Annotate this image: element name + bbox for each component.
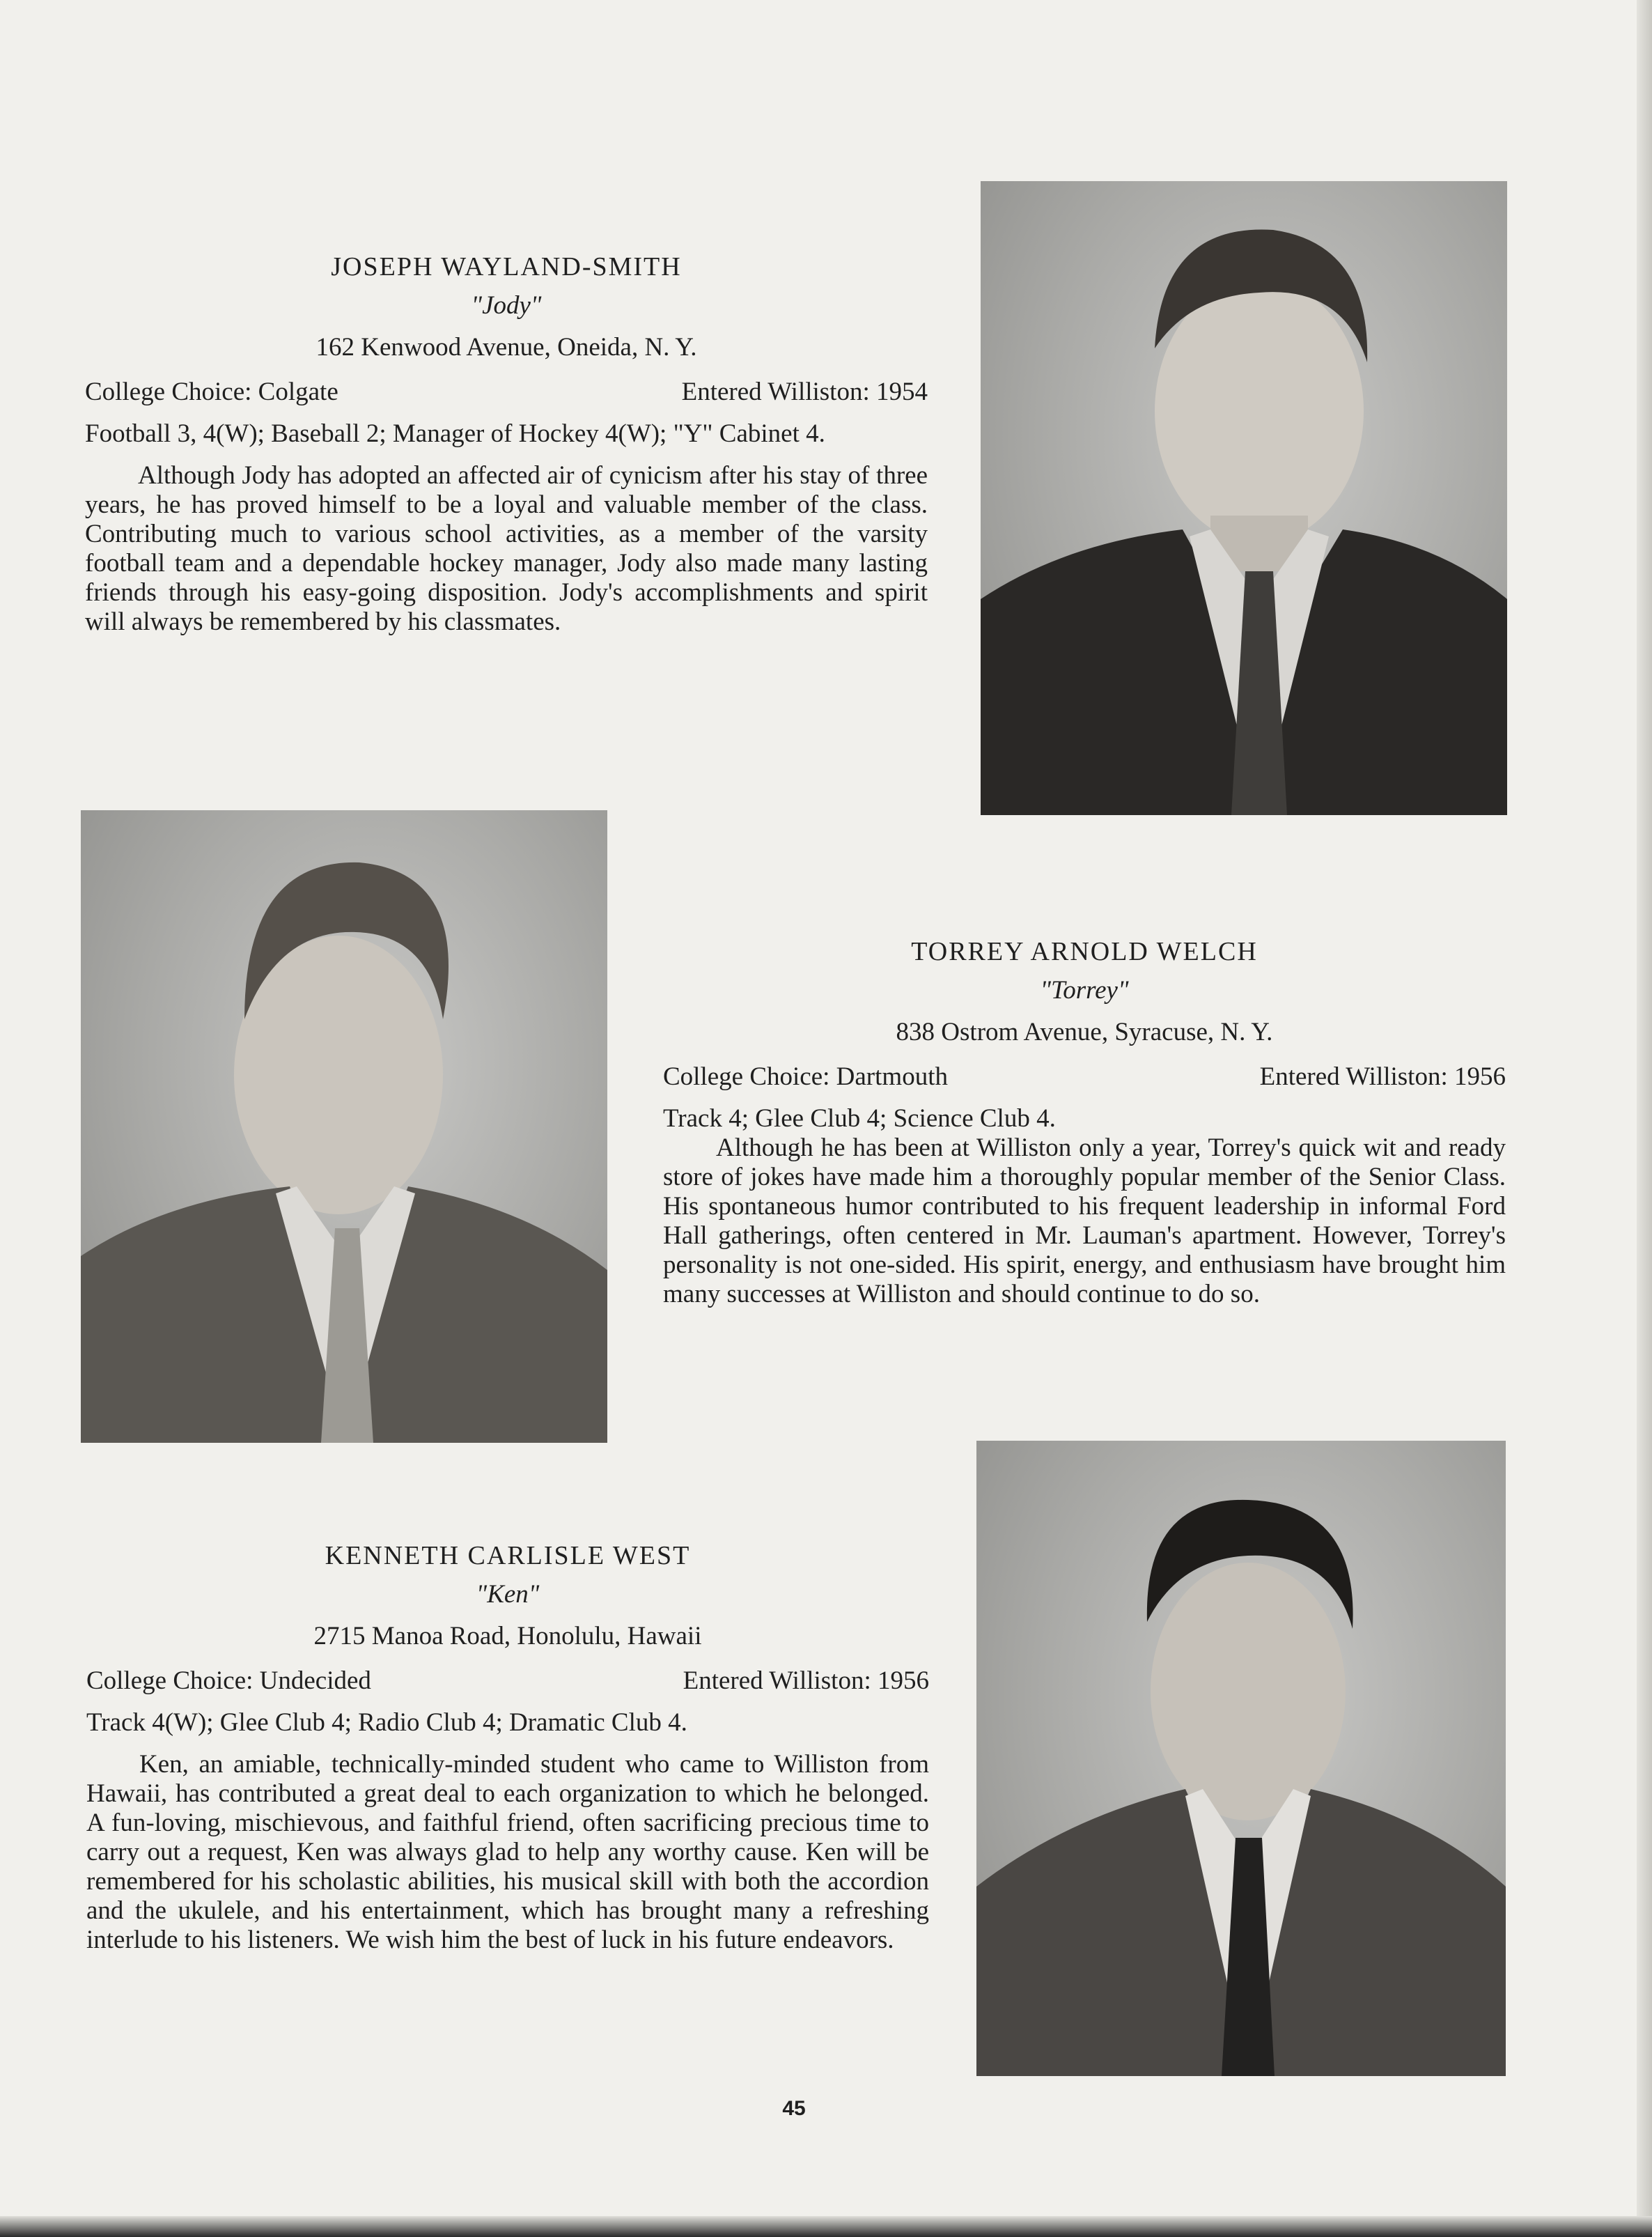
entry-west — [86, 1541, 929, 1955]
student-activities: Football 3, 4(W); Baseball 2; Manager of Hockey 4(W); "Y" Cabinet 4. — [85, 419, 825, 448]
student-address: 162 Kenwood Avenue, Oneida, N. Y. — [315, 333, 697, 362]
college-choice: College Choice: Undecided — [86, 1666, 371, 1695]
student-name: KENNETH CARLISLE WEST — [325, 1541, 691, 1570]
college-choice: College Choice: Dartmouth — [663, 1062, 948, 1091]
portrait-photo-west — [976, 1441, 1506, 2076]
portrait-photo-welch — [81, 810, 607, 1443]
page-edge-shadow — [1637, 0, 1652, 2237]
entered-year: Entered Williston: 1956 — [683, 1666, 929, 1695]
student-address: 838 Ostrom Avenue, Syracuse, N. Y. — [896, 1018, 1273, 1046]
student-nickname: "Ken" — [476, 1580, 540, 1609]
student-bio: Although he has been at Williston only a year, Torrey's quick wit and ready store of jokes have made him a thoroughly popular member of the Senior Class. His spontaneous humor contributed to his frequent leadership in informal Ford Hall gatherings, often centered in Mr. Lauman's apartment. However, Torrey's personality is not one-sided. His spirit, energy, and enthusiasm have brought him many successes at Williston and should continue to do so. — [663, 1133, 1506, 1308]
entered-year: Entered Williston: 1956 — [1259, 1062, 1506, 1091]
student-bio: Ken, an amiable, technically-minded student who came to Williston from Hawaii, has contributed a great deal to each organization to which he belonged. A fun-loving, mischievous, and faithful friend, often sacrificing precious time to carry out a request, Ken was always glad to help any worthy cause. Ken will be remembered for his scholastic abilities, his musical skill with both the accordion and the ukulele, and his entertainment, which has brought many a refreshing interlude to his listeners. We wish him the best of luck in his future endeavors. — [86, 1750, 929, 1954]
student-address: 2715 Manoa Road, Honolulu, Hawaii — [313, 1622, 702, 1650]
college-row — [86, 1666, 929, 1696]
student-bio: Although Jody has adopted an affected air of cynicism after his stay of three years, he has proved himself to be a loyal and valuable member of the class. Contributing much to various school activities, as a member of the varsity football team and a dependable hockey manager, Jody also made many lasting friends through his easy-going disposition. Jody's accomplishments and spirit will always be remembered by his classmates. — [85, 461, 928, 636]
entry-wayland-smith — [85, 252, 928, 637]
student-name: JOSEPH WAYLAND-SMITH — [331, 252, 682, 281]
entry-welch — [663, 937, 1506, 1309]
page-bottom-edge — [0, 2216, 1652, 2237]
portrait-silhouette — [976, 1441, 1506, 2076]
portrait-photo-wayland-smith — [981, 181, 1507, 815]
student-name: TORREY ARNOLD WELCH — [911, 937, 1258, 966]
student-nickname: "Torrey" — [1040, 976, 1129, 1005]
college-row — [663, 1062, 1506, 1092]
college-choice: College Choice: Colgate — [85, 378, 338, 406]
portrait-silhouette — [81, 810, 607, 1443]
page-number: 45 — [782, 2097, 806, 2120]
student-activities: Track 4; Glee Club 4; Science Club 4. — [663, 1104, 1056, 1133]
portrait-silhouette — [981, 181, 1507, 815]
student-activities: Track 4(W); Glee Club 4; Radio Club 4; Dramatic Club 4. — [86, 1708, 687, 1737]
entered-year: Entered Williston: 1954 — [681, 378, 928, 406]
college-row — [85, 378, 928, 407]
student-nickname: "Jody" — [471, 291, 542, 320]
